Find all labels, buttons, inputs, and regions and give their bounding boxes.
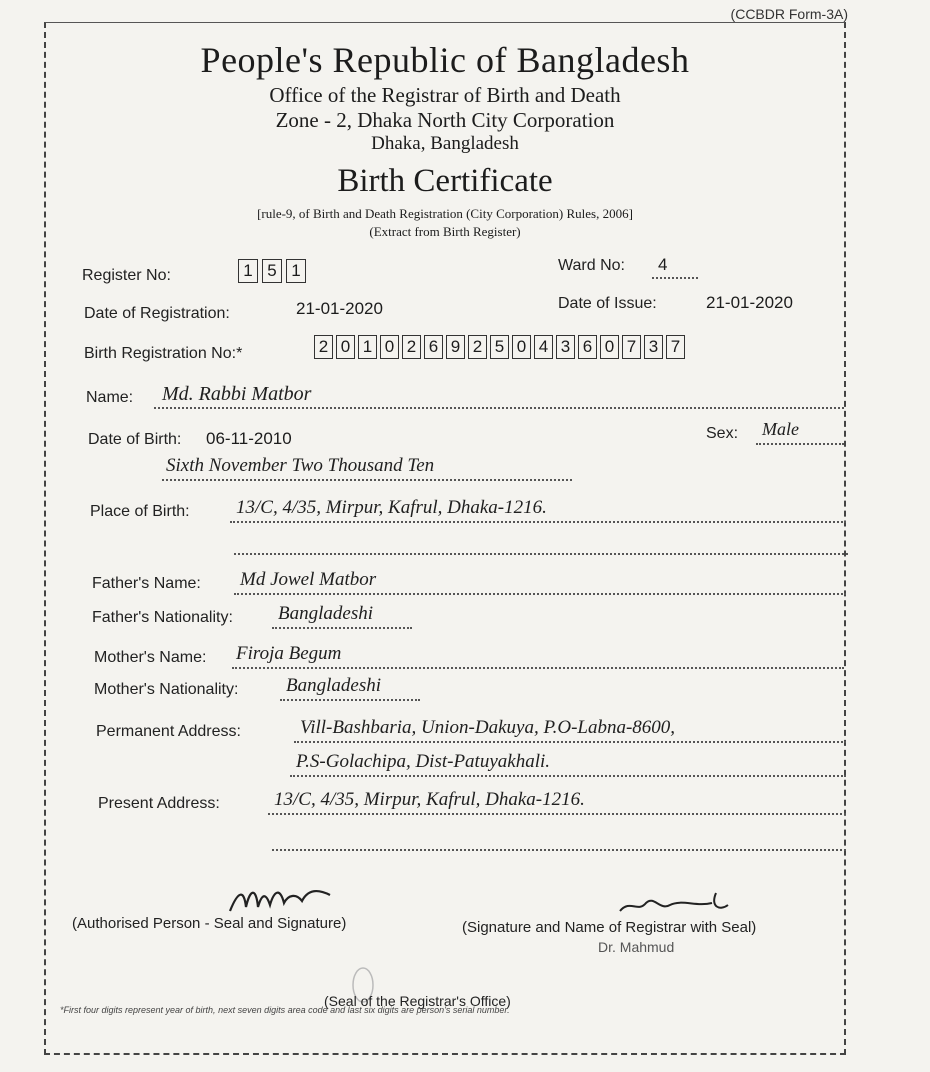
dob-label: Date of Birth: <box>88 431 182 448</box>
birth-registration-digit-box: 2 <box>314 335 333 359</box>
father-nationality-value: Bangladeshi <box>278 603 373 624</box>
present-address-dotted-line-1 <box>268 813 846 815</box>
birth-registration-digit-box: 2 <box>468 335 487 359</box>
birth-registration-digit-box: 1 <box>358 335 377 359</box>
certificate-title: Birth Certificate <box>337 163 553 199</box>
permanent-address-line-1: Vill-Bashbaria, Union-Dakuya, P.O-Labna-8600, <box>300 717 676 738</box>
registration-date-label: Date of Registration: <box>84 305 230 322</box>
mother-name-label: Mother's Name: <box>94 649 207 666</box>
register-digit-box: 5 <box>262 259 282 283</box>
sex-value: Male <box>762 419 799 439</box>
father-name-label: Father's Name: <box>92 575 201 592</box>
issue-date-label: Date of Issue: <box>558 295 657 312</box>
mother-nationality-dotted-line <box>280 699 420 701</box>
birth-registration-digit-box: 0 <box>336 335 355 359</box>
footnote: *First four digits represent year of birth, next seven digits area code and last six digits are person's serial number. <box>60 1005 510 1015</box>
office-seal-caption: (Seal of the Registrar's Office) <box>324 993 511 1009</box>
country-heading: People's Republic of Bangladesh <box>200 40 690 80</box>
zone-heading: Zone - 2, Dhaka North City Corporation <box>275 108 615 132</box>
permanent-address-line-2: P.S-Golachipa, Dist-Patuyakhali. <box>296 751 551 772</box>
register-digit-box: 1 <box>238 259 258 283</box>
register-label: Register No: <box>82 267 171 284</box>
authorised-signature-caption: (Authorised Person - Seal and Signature) <box>72 915 347 932</box>
extract-note: (Extract from Birth Register) <box>369 224 521 239</box>
authorised-signature <box>226 881 336 917</box>
birth-registration-digit-box: 3 <box>644 335 663 359</box>
present-address-label: Present Address: <box>98 795 220 812</box>
registration-date-value: 21-01-2020 <box>296 299 383 318</box>
name-dotted-line <box>154 407 844 409</box>
certificate-header <box>46 39 844 240</box>
registrar-signature-caption: (Signature and Name of Registrar with Seal) <box>462 919 757 936</box>
birth-registration-digit-box: 9 <box>446 335 465 359</box>
present-address-value: 13/C, 4/35, Mirpur, Kafrul, Dhaka-1216. <box>274 789 585 810</box>
registrar-signature <box>616 889 736 919</box>
birth-registration-digit-box: 4 <box>534 335 553 359</box>
birth-registration-digit-box: 7 <box>666 335 685 359</box>
birth-registration-label: Birth Registration No:* <box>84 345 243 362</box>
form-code: (CCBDR Form-3A) <box>730 6 848 22</box>
city-heading: Dhaka, Bangladesh <box>371 133 519 154</box>
place-of-birth-dotted-line-2 <box>234 553 848 555</box>
birth-registration-digit-box: 3 <box>556 335 575 359</box>
office-heading: Office of the Registrar of Birth and Death <box>269 83 621 107</box>
registrar-name: Dr. Mahmud <box>598 939 675 955</box>
ward-label: Ward No: <box>558 257 625 274</box>
present-address-dotted-line-2 <box>272 849 846 851</box>
birth-registration-digit-box: 6 <box>578 335 597 359</box>
mother-nationality-label: Mother's Nationality: <box>94 681 239 698</box>
father-nationality-dotted-line <box>272 627 412 629</box>
ward-value: 4 <box>658 255 668 274</box>
dob-value: 06-11-2010 <box>206 429 292 448</box>
birth-registration-digit-box: 2 <box>402 335 421 359</box>
permanent-address-dotted-line-2 <box>290 775 846 777</box>
birth-registration-digit-box: 7 <box>622 335 641 359</box>
birth-registration-digit-box: 0 <box>600 335 619 359</box>
birth-registration-digit-box: 0 <box>380 335 399 359</box>
dob-in-words: Sixth November Two Thousand Ten <box>166 455 435 476</box>
place-of-birth-value: 13/C, 4/35, Mirpur, Kafrul, Dhaka-1216. <box>236 497 547 518</box>
place-of-birth-label: Place of Birth: <box>90 503 190 520</box>
permanent-address-dotted-line-1 <box>294 741 846 743</box>
issue-date-value: 21-01-2020 <box>706 293 793 312</box>
mother-name-value: Firoja Begum <box>236 643 342 664</box>
register-digit-box: 1 <box>286 259 306 283</box>
birth-registration-digit-box: 6 <box>424 335 443 359</box>
name-value: Md. Rabbi Matbor <box>162 383 312 405</box>
rule-reference: [rule-9, of Birth and Death Registration (City Corporation) Rules, 2006] <box>257 206 633 221</box>
mother-nationality-value: Bangladeshi <box>286 675 381 696</box>
permanent-address-label: Permanent Address: <box>96 723 241 740</box>
birth-registration-digit-box: 0 <box>512 335 531 359</box>
ward-dotted-line <box>652 277 698 279</box>
mother-name-dotted-line <box>232 667 844 669</box>
father-name-dotted-line <box>234 593 846 595</box>
birth-registration-number-boxes <box>314 335 688 359</box>
father-nationality-label: Father's Nationality: <box>92 609 233 626</box>
name-label: Name: <box>86 389 134 406</box>
certificate-sheet <box>44 22 846 1055</box>
birth-registration-digit-box: 5 <box>490 335 509 359</box>
father-name-value: Md Jowel Matbor <box>240 569 377 590</box>
register-number-boxes <box>238 259 310 283</box>
sex-label: Sex: <box>706 425 739 442</box>
dob-words-dotted-line <box>162 479 572 481</box>
place-of-birth-dotted-line-1 <box>230 521 846 523</box>
sex-dotted-line <box>756 443 844 445</box>
